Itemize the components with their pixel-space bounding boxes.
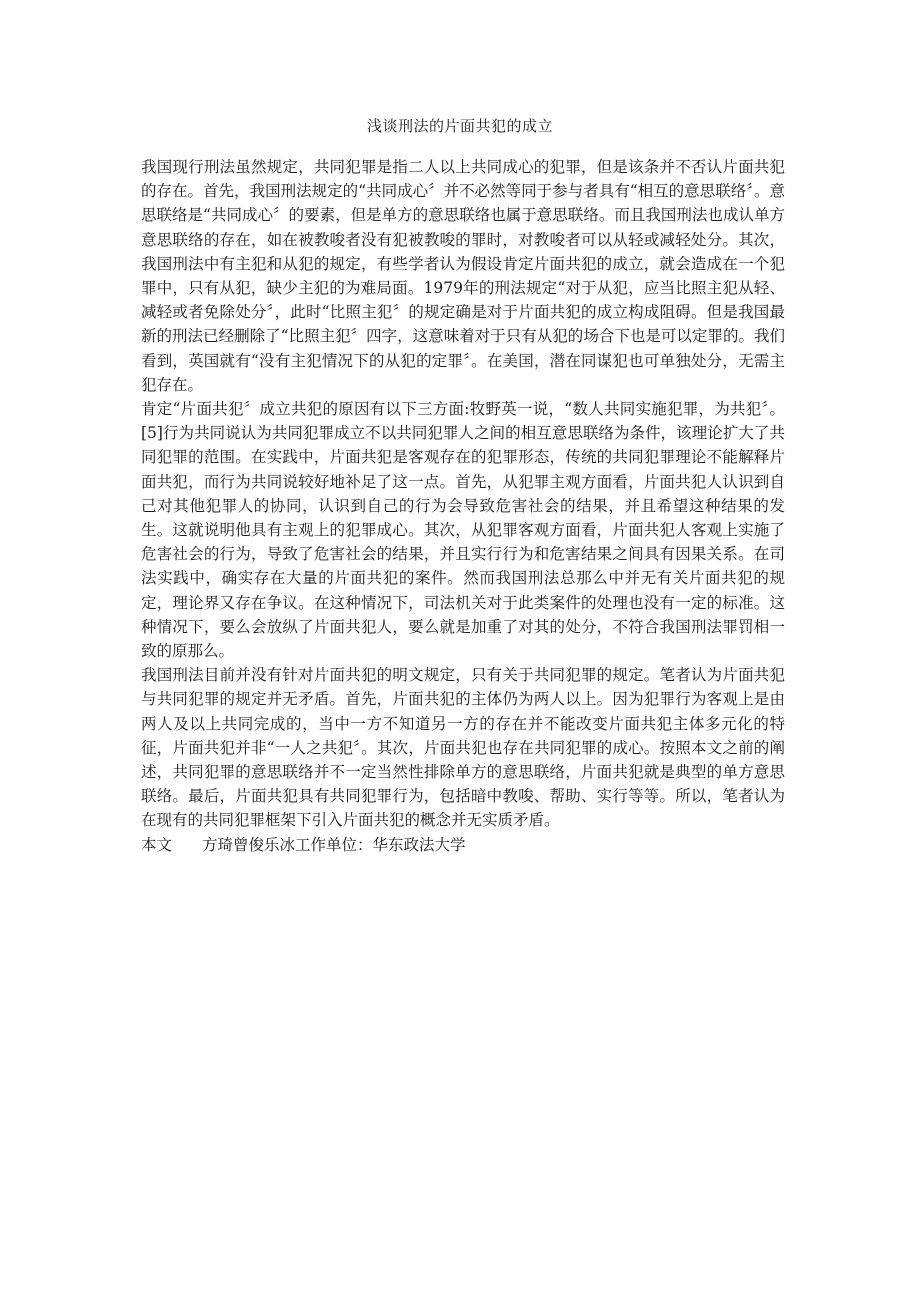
author-label: 本文 [141, 835, 173, 854]
paragraph-1: 我国现行刑法虽然规定，共同犯罪是指二人以上共同成心的犯罪，但是该条并不否认片面共犯的存在。首先，我国刑法规定的“共同成心〞并不必然等同于参与者具有“相互的意思联络〞。意思联络是“共同成心〞的要素，但是单方的意思联络也属于意思联络。而且我国刑法也成认单方意思联络的存在，如在被教唆者没有犯被教唆的罪时，对教唆者可以从轻或减轻处分。其次，我国刑法中有主犯和从犯的规定，有些学者认为假设肯定片面共犯的成立，就会造成在一个犯罪中，只有从犯，缺少主犯的为难局面。1979年的刑法规定“对于从犯，应当比照主犯从轻、减轻或者免除处分〞，此时“比照主犯〞的规定确是对于片面共犯的成立构成阻碍。但是我国最新的刑法已经删除了“比照主犯〞四字，这意味着对于只有从犯的场合下也是可以定罪的。我们看到，英国就有“没有主犯情况下的从犯的定罪〞。在美国，潜在同谋犯也可单独处分，无需主犯存在。 [141, 158, 785, 394]
document-body [141, 155, 785, 857]
document-title: 浅谈刑法的片面共犯的成立 [366, 117, 553, 135]
paragraph-2: 肯定“片面共犯〞成立共犯的原因有以下三方面:牧野英一说，“数人共同实施犯罪，为共犯〞。[5]行为共同说认为共同犯罪成立不以共同犯罪人之间的相互意思联络为条件，该理论扩大了共同犯罪的范围。在实践中，片面共犯是客观存在的犯罪形态，传统的共同犯罪理论不能解释片面共犯，而行为共同说较好地补足了这一点。首先，从犯罪主观方面看，片面共犯人认识到自己对其他犯罪人的协同，认识到自己的行为会导致危害社会的结果，并且希望这种结果的发生。这就说明他具有主观上的犯罪成心。其次，从犯罪客观方面看，片面共犯人客观上实施了危害社会的行为，导致了危害社会的结果，并且实行行为和危害结果之间具有因果关系。在司法实践中，确实存在大量的片面共犯的案件。然而我国刑法总那么中并无有关片面共犯的规定，理论界又存在争议。在这种情况下，司法机关对于此类案件的处理也没有一定的标准。这种情况下，要么会放纵了片面共犯人，要么就是加重了对其的处分，不符合我国刑法罪罚相一致的原那么。 [141, 400, 785, 661]
author-line [141, 833, 785, 857]
paragraph-3: 我国刑法目前并没有针对片面共犯的明文规定，只有关于共同犯罪的规定。笔者认为片面共犯与共同犯罪的规定并无矛盾。首先，片面共犯的主体仍为两人以上。因为犯罪行为客观上是由两人及以上共同完成的，当中一方不知道另一方的存在并不能改变片面共犯主体多元化的特征，片面共犯并非“一人之共犯〞。其次，片面共犯也存在共同犯罪的成心。按照本文之前的阐述，共同犯罪的意思联络并不一定当然性排除单方的意思联络，片面共犯就是典型的单方意思联络。最后，片面共犯具有共同犯罪行为，包括暗中教唆、帮助、实行等等。所以，笔者认为在现有的共同犯罪框架下引入片面共犯的概念并无实质矛盾。 [141, 666, 785, 830]
author-names: 方琦曾俊乐冰工作单位：华东政法大学 [202, 835, 466, 854]
